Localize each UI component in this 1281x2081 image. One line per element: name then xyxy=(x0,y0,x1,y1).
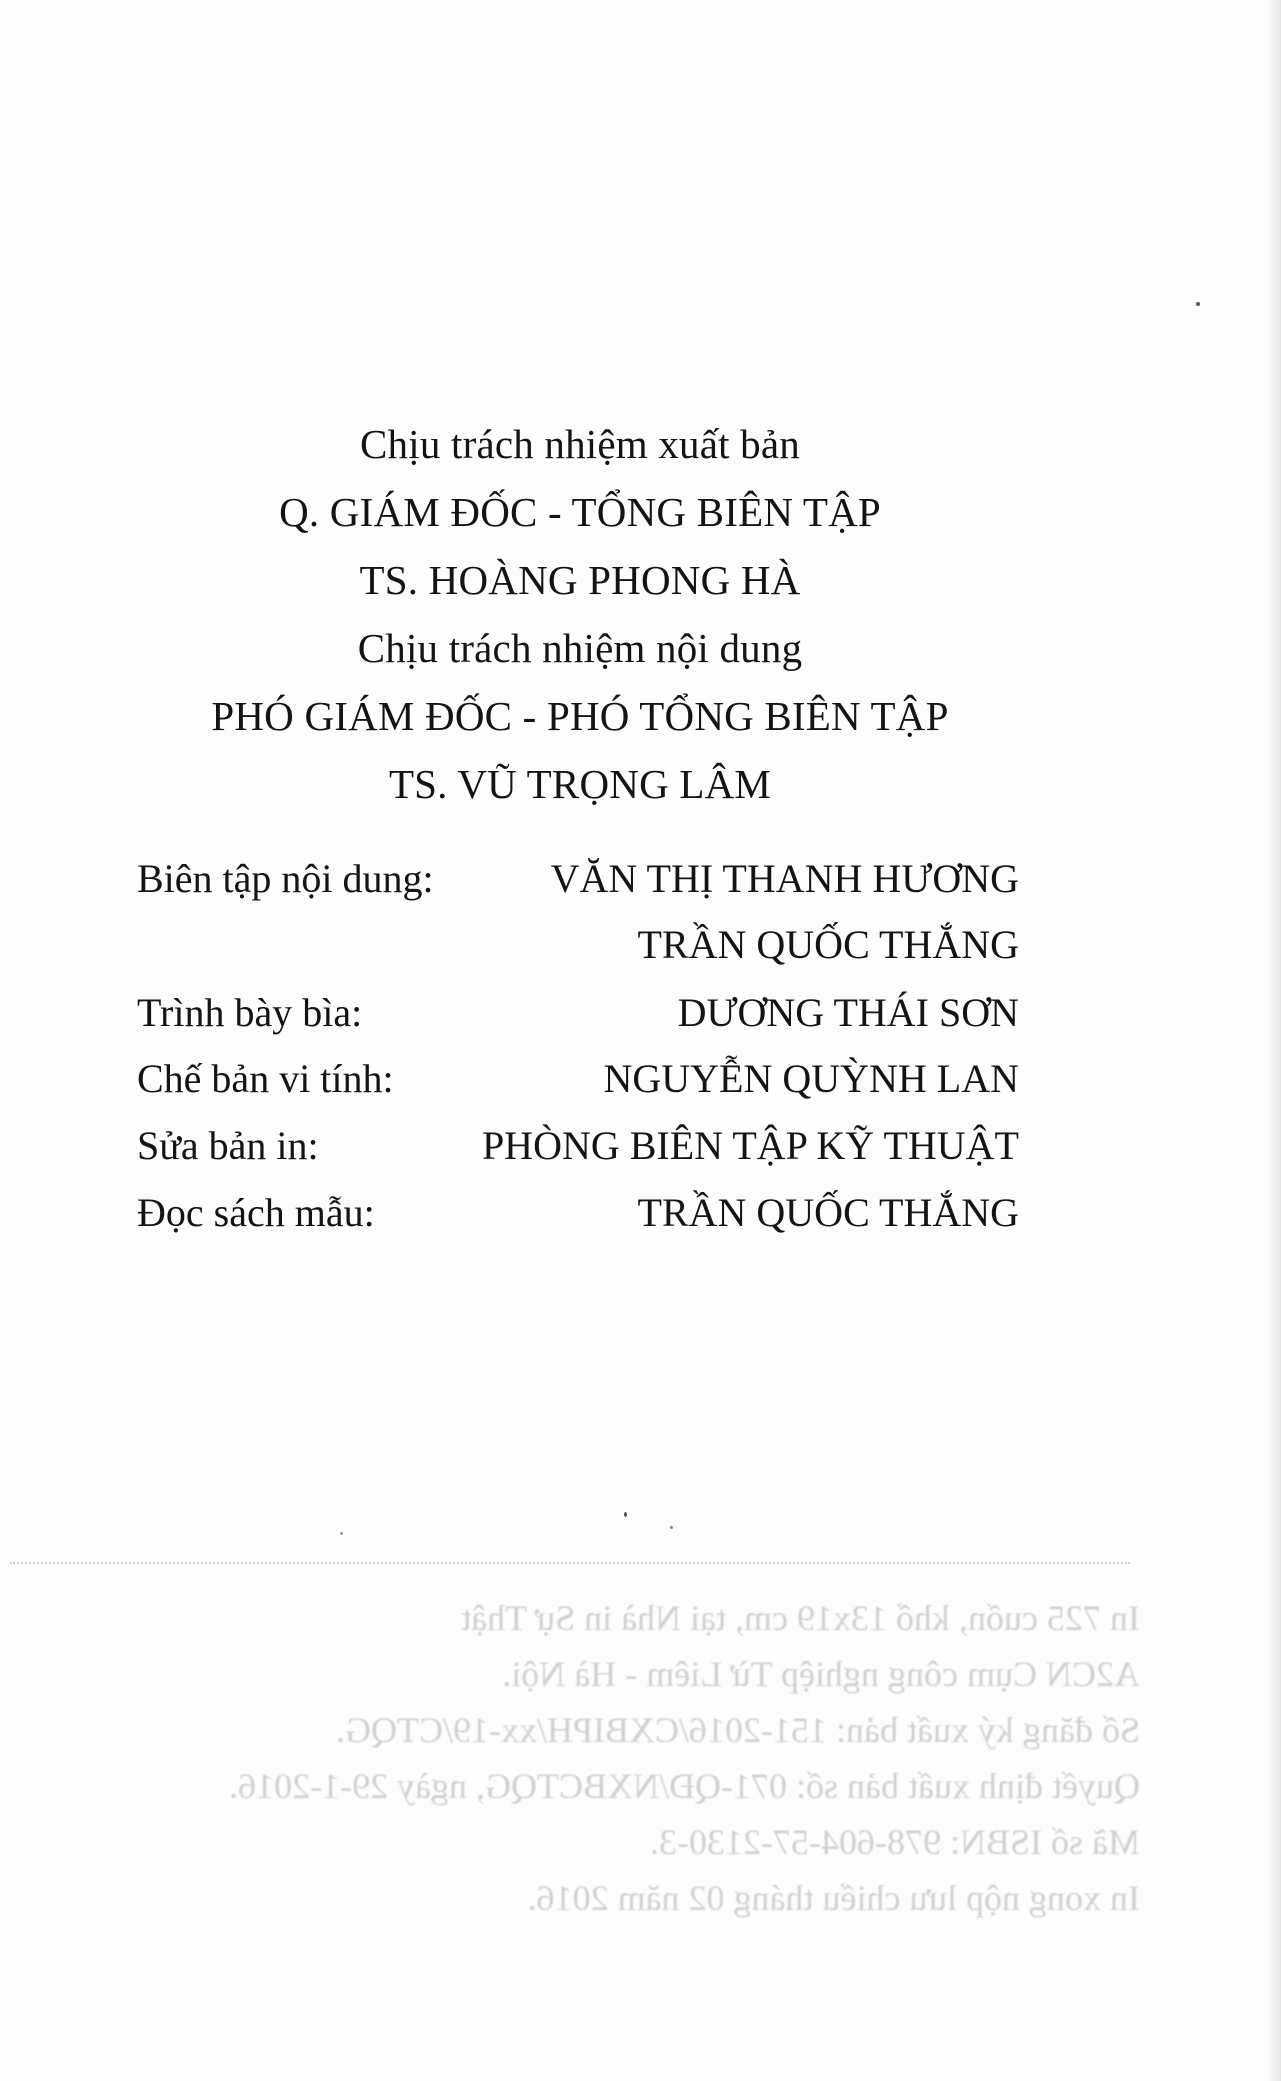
bleed-through-line: In 725 cuốn, khổ 13x19 cm, tại Nhà in Sự Thật xyxy=(461,1598,1140,1638)
bleed-through-line: Quyết định xuất bản số: 071-QĐ/NXBCTQG, ngày 29-1-2016. xyxy=(229,1766,1140,1806)
scan-speck xyxy=(670,1526,673,1529)
role-label-content-editor: Biên tập nội dung: xyxy=(137,856,434,901)
role-name-proofreading: PHÒNG BIÊN TẬP KỸ THUẬT xyxy=(481,1123,1019,1168)
bleed-through-line: Mã số ISBN: 978-604-57-2130-3. xyxy=(650,1822,1140,1862)
role-name-content-editor-1: VĂN THỊ THANH HƯƠNG xyxy=(550,856,1019,901)
role-label-cover-design: Trình bày bìa: xyxy=(137,990,363,1035)
acting-director-title: Q. GIÁM ĐỐC - TỔNG BIÊN TẬP xyxy=(279,489,881,535)
bleed-through-imprint xyxy=(60,1590,1140,1930)
deputy-director-name: TS. VŨ TRỌNG LÂM xyxy=(388,761,772,807)
role-label-proofreading: Sửa bản in: xyxy=(137,1123,319,1168)
scan-speck xyxy=(1196,302,1200,306)
scan-speck xyxy=(624,1512,627,1517)
scan-speck xyxy=(340,1532,343,1535)
bleed-through-rule xyxy=(10,1562,1130,1565)
role-label-typesetting: Chế bản vi tính: xyxy=(137,1056,394,1101)
role-name-cover-design: DƯƠNG THÁI SƠN xyxy=(677,990,1019,1035)
role-name-sample-reading: TRẦN QUỐC THẮNG xyxy=(637,1190,1019,1235)
bleed-through-line: A2CN Cụm công nghiệp Từ Liêm - Hà Nội. xyxy=(502,1654,1140,1694)
role-name-typesetting: NGUYỄN QUỲNH LAN xyxy=(603,1056,1019,1101)
bleed-through-line: Số đăng ký xuất bản: 151-2016/CXBIPH/xx-19/CTQG. xyxy=(336,1710,1140,1750)
publishing-responsibility-heading: Chịu trách nhiệm xuất bản xyxy=(360,421,800,467)
role-label-sample-reading: Đọc sách mẫu: xyxy=(137,1190,375,1235)
role-name-content-editor-2: TRẦN QUỐC THẮNG xyxy=(637,922,1019,967)
bleed-through-line: In xong nộp lưu chiểu tháng 02 năm 2016. xyxy=(527,1878,1140,1918)
page-edge-shadow xyxy=(1267,0,1281,2081)
acting-director-name: TS. HOÀNG PHONG HÀ xyxy=(359,557,801,603)
content-responsibility-heading: Chịu trách nhiệm nội dung xyxy=(357,625,803,671)
deputy-director-title: PHÓ GIÁM ĐỐC - PHÓ TỔNG BIÊN TẬP xyxy=(211,693,949,739)
